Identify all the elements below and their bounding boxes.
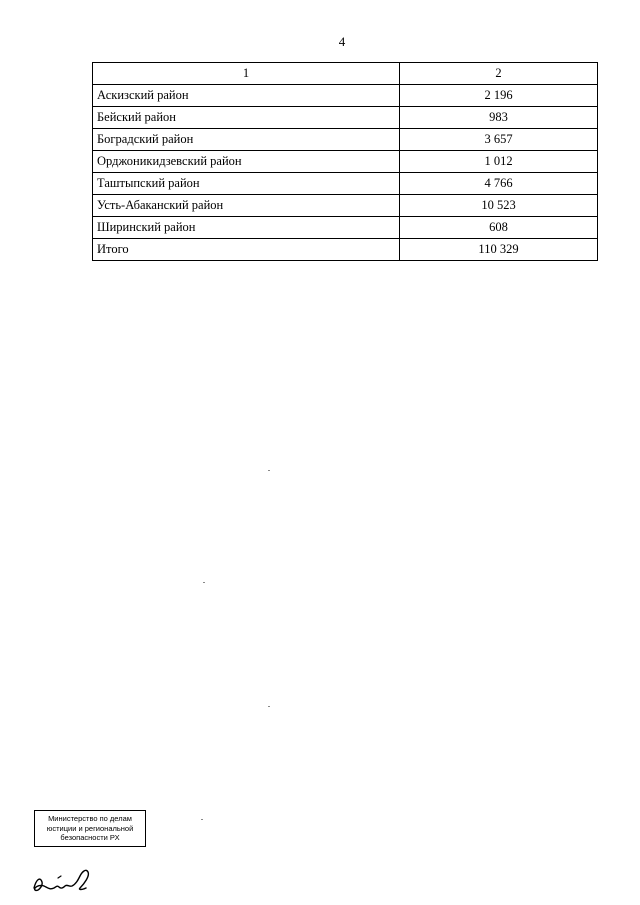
value-cell: 10 523 (400, 195, 598, 217)
district-name-cell: Орджоникидзевский район (93, 151, 400, 173)
table-header-cell: 2 (400, 63, 598, 85)
table-row (93, 151, 598, 173)
page-number: 4 (338, 34, 346, 49)
total-value-cell: 110 329 (400, 239, 598, 261)
value-cell: 983 (400, 107, 598, 129)
district-name-cell: Аскизский район (93, 85, 400, 107)
scan-speck (268, 706, 270, 707)
scan-speck (201, 819, 203, 820)
stamp-line: юстиции и региональной (46, 823, 134, 833)
table-row (93, 173, 598, 195)
table-row (93, 129, 598, 151)
scan-speck (268, 470, 270, 471)
table-header-cell: 1 (93, 63, 400, 85)
district-name-cell: Бейский район (93, 107, 400, 129)
value-cell: 608 (400, 217, 598, 239)
value-cell: 3 657 (400, 129, 598, 151)
ministry-stamp (34, 810, 146, 847)
stamp-line: Министерство по делам (48, 814, 132, 823)
table-total-row (93, 239, 598, 261)
handwritten-signature (30, 862, 110, 902)
scan-speck (203, 582, 205, 583)
table-header-row (93, 63, 598, 85)
data-table (92, 62, 598, 261)
table-row (93, 85, 598, 107)
value-cell: 2 196 (400, 85, 598, 107)
district-name-cell: Ширинский район (93, 217, 400, 239)
total-label-cell: Итого (93, 239, 400, 261)
table-row (93, 195, 598, 217)
district-name-cell: Усть-Абаканский район (93, 195, 400, 217)
district-name-cell: Таштыпский район (93, 173, 400, 195)
table-row (93, 107, 598, 129)
value-cell: 1 012 (400, 151, 598, 173)
table-row (93, 217, 598, 239)
value-cell: 4 766 (400, 173, 598, 195)
district-name-cell: Боградский район (93, 129, 400, 151)
stamp-line: безопасности РХ (60, 833, 120, 842)
